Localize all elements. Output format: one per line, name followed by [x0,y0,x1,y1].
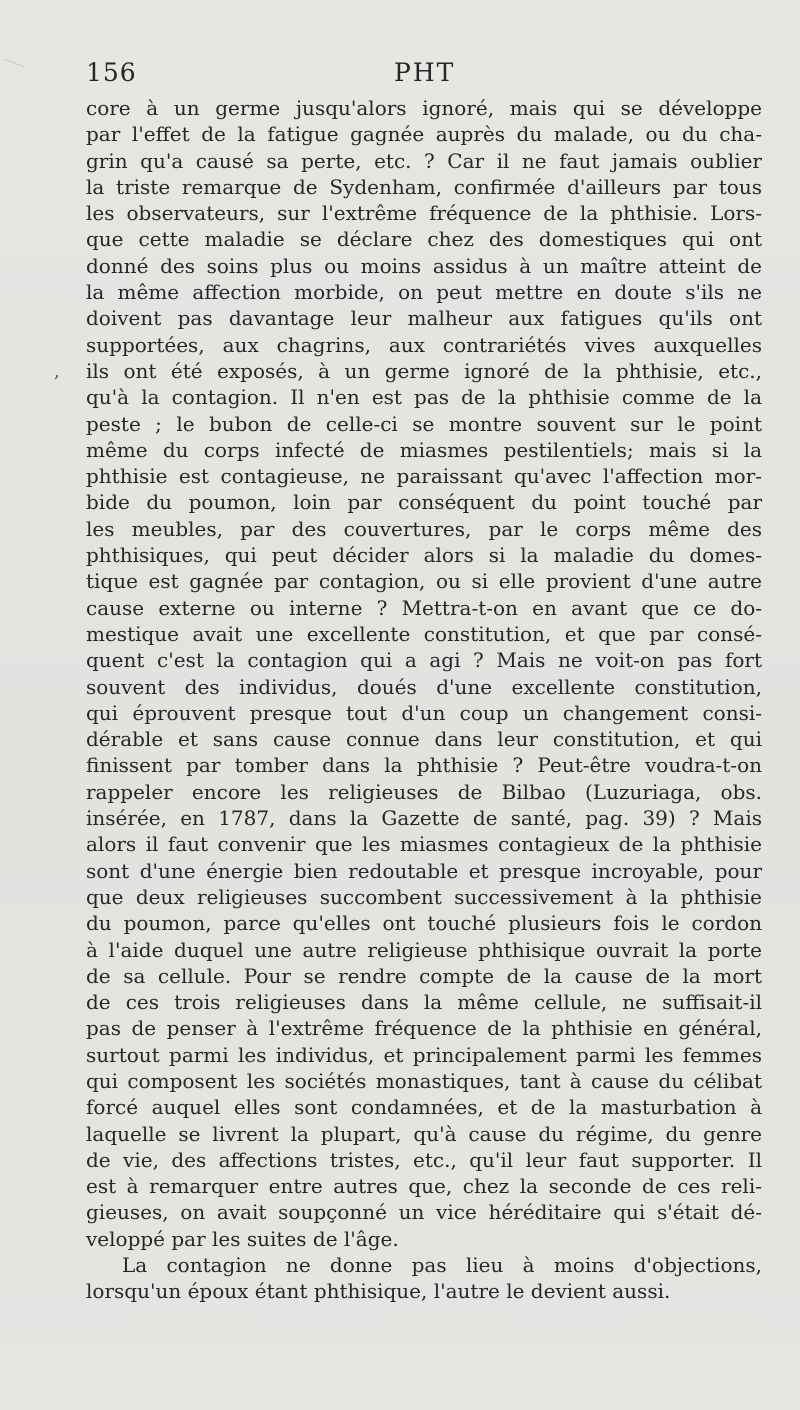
text-line: phthisie est contagieuse, ne paraissant qu'avec l'affection mor- [86,464,762,489]
margin-mark: , [54,361,60,382]
page-edge-mark [0,59,25,86]
text-line: bide du poumon, loin par conséquent du point touché par [86,490,762,515]
text-line: rappeler encore les religieuses de Bilbao (Luzuriaga, obs. [86,779,762,804]
text-line: même du corps infecté de miasmes pestilentiels; mais si la [86,437,762,462]
text-line: est à remarquer entre autres que, chez la seconde de ces reli- [86,1174,762,1199]
body-text [86,95,762,1305]
text-line: pas de penser à l'extrême fréquence de la phthisie en général, [86,1016,762,1041]
paragraph-end-line: veloppé par les suites de l'âge. [86,1226,399,1251]
paragraph-start-line: La contagion ne donne pas lieu à moins d'objections, [122,1253,762,1278]
page-number: 156 [86,58,137,87]
text-line: la triste remarque de Sydenham, confirmée d'ailleurs par tous [86,174,762,199]
text-line: sont d'une énergie bien redoutable et presque incroyable, pour [86,858,762,883]
text-line: par l'effet de la fatigue gagnée auprès du malade, ou du cha- [86,122,762,147]
text-line: dérable et sans cause connue dans leur constitution, et qui [86,727,762,752]
text-line: les observateurs, sur l'extrême fréquence de la phthisie. Lors- [86,201,762,226]
text-line: surtout parmi les individus, et principalement parmi les femmes [86,1042,762,1067]
text-line: gieuses, on avait soupçonné un vice héréditaire qui s'était dé- [86,1200,762,1225]
text-line: la même affection morbide, on peut mettre en doute s'ils ne [86,280,762,305]
text-line: peste ; le bubon de celle-ci se montre souvent sur le point [86,411,762,436]
text-line: du poumon, parce qu'elles ont touché plusieurs fois le cordon [86,911,762,936]
text-line: laquelle se livrent la plupart, qu'à cause du régime, du genre [86,1121,762,1146]
page-header [86,58,762,92]
text-line: ils ont été exposés, à un germe ignoré de la phthisie, etc., [86,358,762,383]
text-line: tique est gagnée par contagion, ou si elle provient d'une autre [86,569,762,594]
text-line: forcé auquel elles sont condamnées, et de la masturbation à [86,1095,762,1120]
text-line: les meubles, par des couvertures, par le corps même des [86,516,762,541]
text-line: qui éprouvent presque tout d'un coup un changement consi- [86,700,762,725]
text-line: doivent pas davantage leur malheur aux fatigues qu'ils ont [86,306,762,331]
text-line: donné des soins plus ou moins assidus à un maître atteint de [86,253,762,278]
text-line: à l'aide duquel une autre religieuse phthisique ouvrait la porte [86,937,762,962]
text-line: cause externe ou interne ? Mettra-t-on en avant que ce do- [86,595,762,620]
text-line: lorsqu'un époux étant phthisique, l'autre le devient aussi. [86,1279,671,1304]
text-line: qui composent les sociétés monastiques, tant à cause du célibat [86,1068,762,1093]
text-line: quent c'est la contagion qui a agi ? Mais ne voit-on pas fort [86,648,762,673]
text-line: que cette maladie se déclare chez des domestiques qui ont [86,227,762,252]
text-line: de ces trois religieuses dans la même cellule, ne suffisait-il [86,990,762,1015]
text-line: souvent des individus, doués d'une excellente constitution, [86,674,762,699]
text-line: de vie, des affections tristes, etc., qu'il leur faut supporter. Il [86,1147,762,1172]
text-line: grin qu'a causé sa perte, etc. ? Car il ne faut jamais oublier [86,148,762,173]
text-line: de sa cellule. Pour se rendre compte de la cause de la mort [86,963,762,988]
text-line: core à un germe jusqu'alors ignoré, mais qui se développe [86,96,762,120]
text-line: insérée, en 1787, dans la Gazette de santé, pag. 39) ? Mais [86,806,762,831]
text-line: supportées, aux chagrins, aux contrariétés vives auxquelles [86,332,762,357]
text-line: phthisiques, qui peut décider alors si la maladie du domes- [86,543,762,568]
text-line: qu'à la contagion. Il n'en est pas de la phthisie comme de la [86,385,762,410]
text-line: mestique avait une excellente constitution, et que par consé- [86,621,762,646]
text-line: alors il faut convenir que les miasmes contagieux de la phthisie [86,832,762,857]
text-line: que deux religieuses succombent successivement à la phthisie [86,884,762,909]
text-line: finissent par tomber dans la phthisie ? Peut-être voudra-t-on [86,753,762,778]
running-head: PHT [394,58,456,87]
